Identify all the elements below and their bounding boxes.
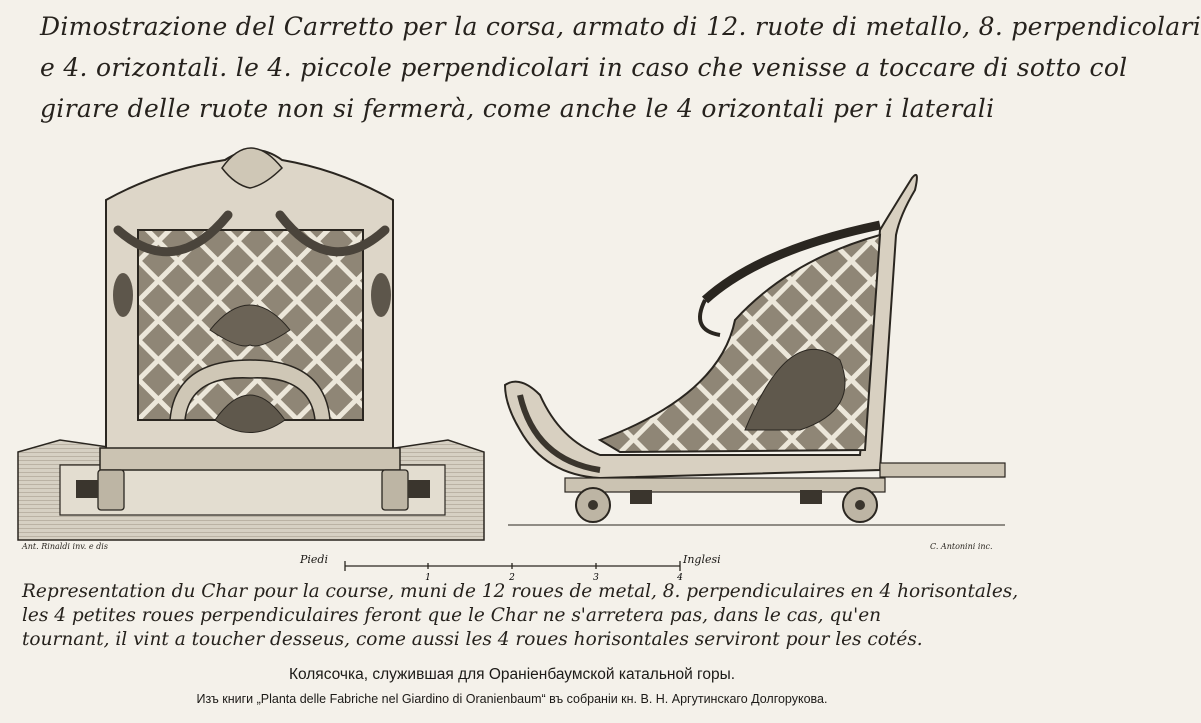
scale-tick: 2	[509, 573, 515, 583]
italian-caption-line: Dimostrazione del Carretto per la corsa, armato di 12. ruote di metallo, 8. perpendicolari	[40, 12, 1201, 41]
italian-caption-line: e 4. orizontali. le 4. piccole perpendicolari in caso che venisse a toccare di sotto col	[40, 53, 1128, 82]
scale-tick: 1	[425, 573, 431, 583]
scale-tick: 3	[593, 573, 599, 583]
french-caption	[22, 580, 1019, 652]
italian-caption-line: girare delle ruote non si fermerà, come anche le 4 orizontali per i laterali	[40, 94, 995, 123]
french-caption-line: Representation du Char pour la course, muni de 12 roues de metal, 8. perpendiculaires en 4 horisontales,	[22, 581, 1019, 602]
french-caption-line: tournant, il vint a toucher desseus, come aussi les 4 roues horisontales serviront pour les cotés.	[22, 629, 923, 650]
scale-tick: 4	[677, 573, 683, 583]
scale-label-right: Inglesi	[683, 553, 721, 566]
scale-label-left: Piedi	[300, 553, 328, 566]
russian-source: Изъ книги „Planta delle Fabriche nel Giardino di Oranienbaum“ въ собраніи кн. В. Н. Аргутинскаго Долгорукова.	[196, 692, 828, 706]
designer-credit: Ant. Rinaldi inv. e dis	[22, 542, 108, 551]
front-view	[18, 148, 484, 540]
french-caption-line: les 4 petites roues perpendiculaires feront que le Char ne s'arretera pas, dans le cas, qu'en	[22, 605, 882, 626]
side-view	[505, 175, 1005, 525]
engraver-credit: C. Antonini inc.	[930, 542, 993, 551]
russian-title: Колясочка, служившая для Ораніенбаумской катальной горы.	[288, 666, 736, 683]
